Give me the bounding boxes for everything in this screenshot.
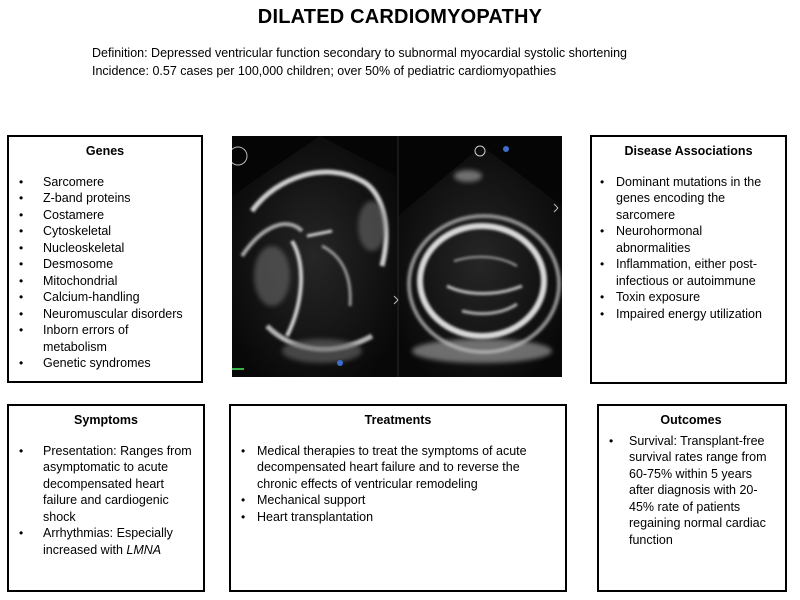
treatments-heading: Treatments: [364, 413, 432, 427]
echocardiogram-image: [232, 136, 562, 377]
definition-text: Definition: Depressed ventricular function secondary to subnormal myocardial systolic shortening: [92, 46, 627, 60]
list-item: • Inflammation, either post-infectious or autoimmune: [592, 256, 779, 289]
list-item: • Mechanical support: [231, 492, 559, 509]
list-item: • Neuromuscular disorders: [9, 306, 195, 323]
list-item: • Sarcomere: [9, 174, 195, 191]
list-item: • Presentation: Ranges from asymptomatic to acute decompensated heart failure and cardiogenic shock: [9, 443, 197, 526]
list-item: • Heart transplantation: [231, 509, 559, 526]
list-item: • Impaired energy utilization: [592, 306, 779, 323]
list-item: • Mitochondrial: [9, 273, 195, 290]
disease-associations-list: [592, 174, 779, 323]
disease-associations-box: [590, 135, 787, 384]
list-item: • Z-band proteins: [9, 190, 195, 207]
treatments-box: [229, 404, 567, 592]
arrhythmias-text: Arrhythmias: Especially increased with: [43, 526, 173, 557]
list-item: • Inborn errors of metabolism: [9, 322, 195, 355]
outcomes-heading: Outcomes: [660, 413, 722, 427]
treatments-list: [231, 443, 559, 526]
list-item: • Dominant mutations in the genes encoding the sarcomere: [592, 174, 779, 224]
list-item: • Genetic syndromes: [9, 355, 195, 372]
symptoms-heading: Symptoms: [74, 413, 138, 427]
gene-name: LMNA: [126, 542, 162, 557]
page-title: DILATED CARDIOMYOPATHY: [257, 6, 543, 28]
outcomes-box: [597, 404, 787, 592]
list-item: • Toxin exposure: [592, 289, 779, 306]
list-item: • Calcium-handling: [9, 289, 195, 306]
list-item: • Desmosome: [9, 256, 195, 273]
incidence-text: Incidence: 0.57 cases per 100,000 children; over 50% of pediatric cardiomyopathies: [92, 64, 557, 78]
list-item: • Survival: Transplant-free survival rates range from 60-75% within 5 years after diagnosis with 20-45% rate of patients regaining normal cardiac function: [599, 433, 777, 549]
symptoms-box: [7, 404, 205, 592]
genes-box: [7, 135, 203, 383]
genes-list: [9, 174, 195, 372]
outcomes-list: [599, 433, 777, 549]
list-item: [9, 525, 197, 558]
list-item: • Cytoskeletal: [9, 223, 195, 240]
disease-associations-heading: Disease Associations: [624, 144, 753, 158]
list-item: • Nucleoskeletal: [9, 240, 195, 257]
list-item: • Costamere: [9, 207, 195, 224]
intro-text: [92, 44, 772, 80]
symptoms-list: [9, 443, 197, 559]
genes-heading: Genes: [85, 144, 125, 158]
list-item: • Neurohormonal abnormalities: [592, 223, 779, 256]
list-item: • Medical therapies to treat the symptoms of acute decompensated heart failure and to reverse the chronic effects of ventricular remodeling: [231, 443, 559, 493]
